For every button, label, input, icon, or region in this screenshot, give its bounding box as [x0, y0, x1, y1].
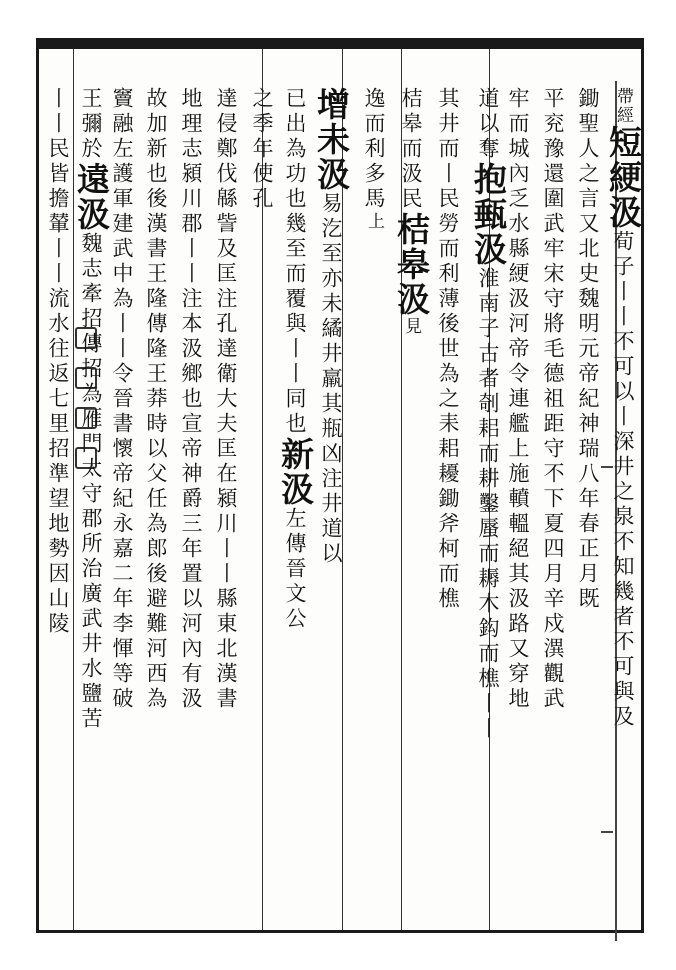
text-segment: 而丨民勞而利薄後世為之耒耜耰鋤斧柯而樵	[436, 137, 460, 612]
text-segment: 王彌於	[79, 87, 103, 162]
text-segment: 鋤	[576, 87, 600, 112]
text-column	[47, 87, 68, 637]
text-column	[542, 87, 563, 712]
text-column	[276, 87, 315, 632]
text-column	[577, 87, 598, 612]
text-segment: 桔皋而汲民	[399, 87, 423, 212]
text-segment: 上	[364, 212, 384, 231]
text-segment: 淮南子古者剞耜而耕鑿蜃而耨木鈎而樵丨丨	[476, 267, 500, 742]
text-segment: 其井	[436, 87, 460, 137]
text-segment: 聖人之言又北史魏明元帝紀神瑞八年春正月既	[576, 112, 600, 612]
text-segment: 見	[401, 317, 421, 336]
entry-heading: 抱甀汲	[469, 162, 508, 267]
text-column	[469, 87, 508, 742]
text-segment: 平兖豫還圍武牢宋守將毛德祖距守不下夏四月辛戍潩觀武	[541, 87, 565, 712]
text-segment: 帶經	[613, 87, 633, 125]
text-column	[363, 87, 384, 231]
entry-heading: 桔皋汲	[392, 212, 431, 317]
book-page	[36, 38, 644, 933]
text-column	[111, 87, 132, 712]
text-column	[145, 87, 166, 712]
text-segment: 故加新也後漢書王隆傳隆王莽時以父任為郎後避難河西為	[144, 87, 168, 712]
text-segment: 之季年使孔	[250, 87, 274, 212]
text-segment: 民皆擔輦丨丨流水往返七里招準望地勢因山陵	[46, 137, 70, 637]
text-column	[392, 87, 431, 336]
entry-heading: 新汲	[276, 437, 315, 507]
text-segment: 達侵鄭伐緜訾及匡注孔達衛大夫匡在潁川丨丨縣東北漢書	[214, 87, 238, 712]
text-segment: 丨丨	[46, 87, 70, 137]
text-column	[215, 87, 236, 712]
entry-heading: 遠汲	[72, 162, 111, 232]
text-segment: 魏志牽招傳招為雁門太守郡所治廣武井水鹽苦	[79, 232, 103, 732]
text-segment: 逸而利多馬	[362, 87, 386, 212]
text-column	[72, 87, 111, 732]
text-segment: 左傳晉文公	[283, 507, 307, 632]
entry-heading: 短綆汲	[604, 125, 643, 230]
text-segment: 地理志潁川郡丨丨注本汲鄉也宣帝神爵三年置以河內有汲	[179, 87, 203, 712]
text-segment: 易汔至亦未繘井羸其瓶凶注井道以	[319, 192, 343, 567]
text-column	[437, 87, 458, 612]
text-segment: 道以奪	[476, 87, 500, 162]
page-edge-tick	[601, 831, 613, 833]
text-column	[180, 87, 201, 712]
text-segment: 荀子丨丨不可以丨深井之泉不知幾者不可與及	[611, 230, 635, 730]
text-column	[507, 87, 528, 712]
entry-heading: 增未汲	[312, 87, 351, 192]
text-segment: 牢而城內乏水縣綆汲河帝令連艦上施轒轀絕其汲路又穿地	[506, 87, 530, 712]
text-column	[312, 87, 351, 567]
text-column	[251, 87, 272, 212]
text-segment: 已出為功也幾至而覆與丨丨同也	[283, 87, 307, 437]
text-segment: 竇融左護軍建武中為丨丨令晉書懷帝紀永嘉二年李惲等破	[110, 87, 134, 712]
text-column	[604, 87, 643, 730]
